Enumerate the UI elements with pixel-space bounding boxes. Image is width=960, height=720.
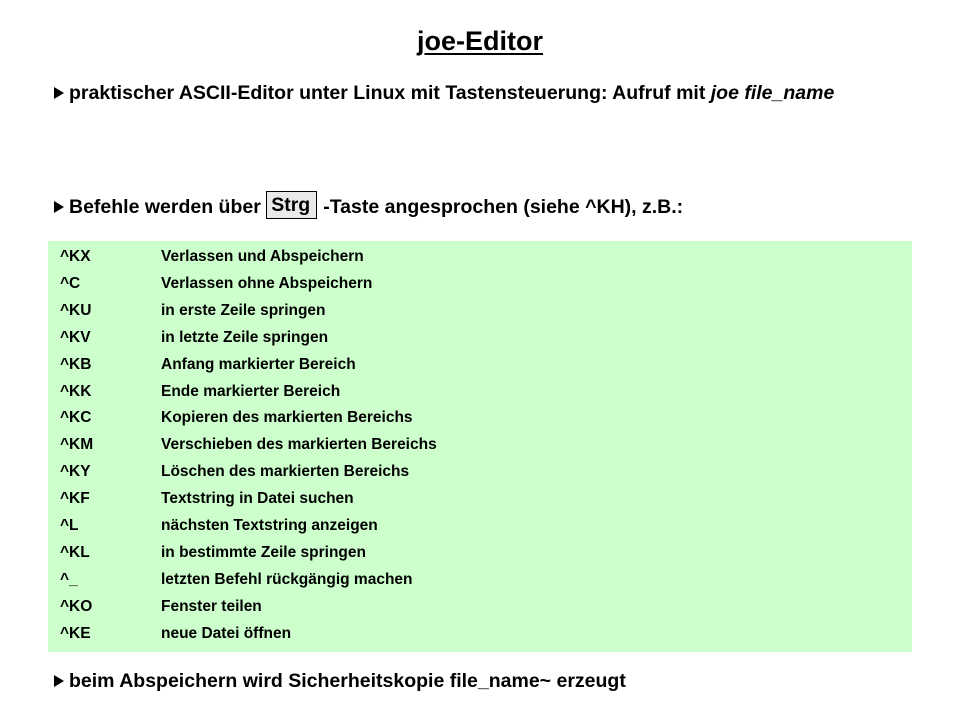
bullet-joe-description: [54, 81, 914, 106]
shortcut-description: letzten Befehl rückgängig machen: [161, 571, 413, 588]
shortcut-key: ^KV: [60, 329, 91, 346]
shortcut-key: ^KM: [60, 436, 94, 453]
shortcut-row: [48, 298, 912, 325]
shortcut-description: nächsten Textstring anzeigen: [161, 517, 378, 534]
shortcut-row: [48, 325, 912, 352]
bullet-command-example: joe file_name: [710, 82, 835, 104]
arrow-bullet-icon: [54, 87, 64, 99]
shortcut-description: Kopieren des markierten Bereichs: [161, 409, 413, 426]
bullet-backup-note: [54, 669, 626, 694]
shortcut-key: ^KL: [60, 544, 90, 561]
shortcut-description: in erste Zeile springen: [161, 302, 326, 319]
shortcut-description: Verlassen ohne Abspeichern: [161, 275, 373, 292]
strg-key-box: Strg: [266, 191, 317, 219]
shortcut-key: ^_: [60, 571, 78, 588]
bullet-text: beim Abspeichern wird Sicherheitskopie file_name~ erzeugt: [69, 670, 626, 692]
shortcut-description: neue Datei öffnen: [161, 625, 292, 642]
shortcut-row: [48, 432, 912, 459]
shortcut-key: ^KC: [60, 409, 92, 426]
shortcut-description: Anfang markierter Bereich: [161, 356, 356, 373]
shortcut-key: ^KO: [60, 598, 93, 615]
shortcut-row: [48, 459, 912, 486]
shortcut-description: Löschen des markierten Bereichs: [161, 463, 410, 480]
shortcut-row: [48, 379, 912, 406]
shortcut-key: ^KK: [60, 383, 92, 400]
shortcut-row: [48, 621, 912, 648]
shortcut-row: [48, 594, 912, 621]
shortcut-key: ^KY: [60, 463, 91, 480]
shortcut-description: Ende markierter Bereich: [161, 383, 341, 400]
shortcut-description: in bestimmte Zeile springen: [161, 544, 366, 561]
shortcut-key: ^KU: [60, 302, 92, 319]
bullet-commands-intro: [54, 193, 683, 221]
bullet-text-before: Befehle werden über: [69, 196, 267, 218]
shortcut-row: [48, 352, 912, 379]
shortcut-row: [48, 540, 912, 567]
shortcut-row: [48, 513, 912, 540]
shortcut-key: ^KB: [60, 356, 92, 373]
shortcut-key: ^KE: [60, 625, 91, 642]
arrow-bullet-icon: [54, 675, 64, 687]
shortcut-row: [48, 486, 912, 513]
shortcut-row: [48, 244, 912, 271]
page-title: joe-Editor: [417, 26, 543, 56]
shortcut-description: Textstring in Datei suchen: [161, 490, 354, 507]
shortcut-key: ^KF: [60, 490, 90, 507]
shortcut-description: Verschieben des markierten Bereichs: [161, 436, 437, 453]
shortcut-key: ^L: [60, 517, 79, 534]
shortcut-description: Fenster teilen: [161, 598, 262, 615]
arrow-bullet-icon: [54, 201, 64, 213]
shortcut-description: Verlassen und Abspeichern: [161, 248, 364, 265]
shortcut-row: [48, 567, 912, 594]
shortcut-row: [48, 405, 912, 432]
shortcut-table: [48, 241, 912, 652]
shortcut-row: [48, 271, 912, 298]
bullet-text-after: -Taste angesprochen (siehe ^KH), z.B.:: [323, 196, 684, 218]
shortcut-key: ^KX: [60, 248, 91, 265]
shortcut-description: in letzte Zeile springen: [161, 329, 329, 346]
shortcut-key: ^C: [60, 275, 81, 292]
bullet-text: praktischer ASCII-Editor unter Linux mit Tastensteuerung: Aufruf mit: [69, 82, 711, 104]
